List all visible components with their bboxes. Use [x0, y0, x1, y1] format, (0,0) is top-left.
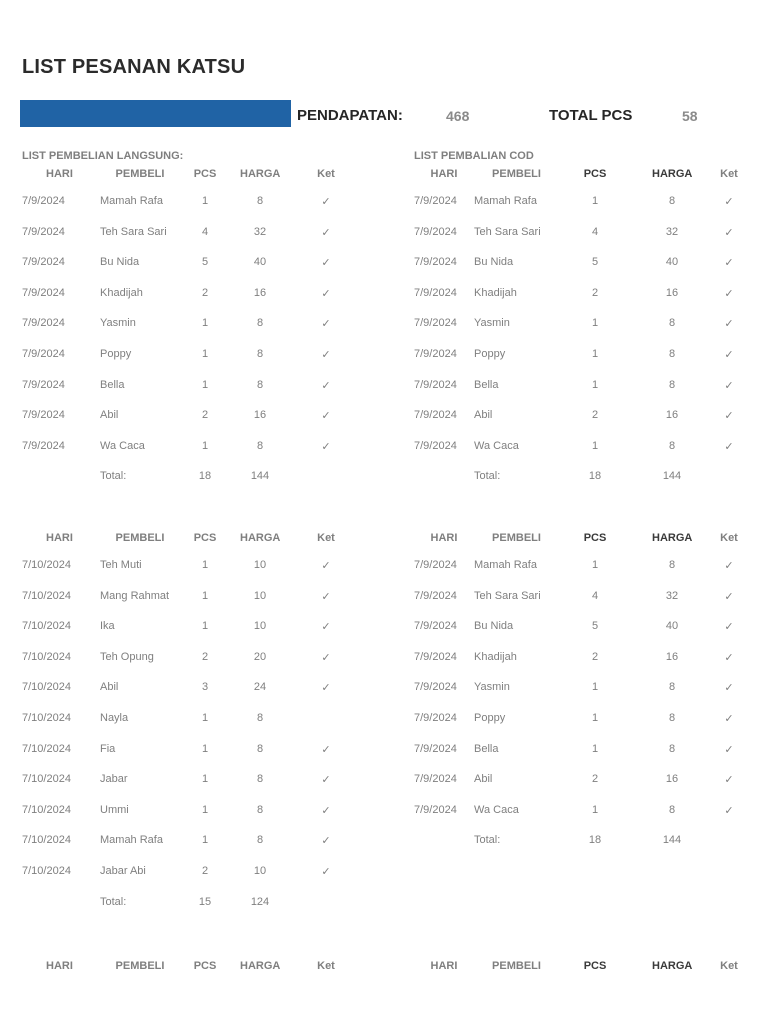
section-label-langsung: LIST PEMBELIAN LANGSUNG: [22, 150, 184, 162]
col-ket-header: Ket [317, 960, 335, 972]
cell-pembeli: Khadijah [474, 650, 517, 663]
page-title: LIST PESANAN KATSU [22, 56, 246, 78]
cell-pcs: 2 [591, 773, 599, 786]
cell-hari: 7/10/2024 [22, 650, 71, 663]
cell-harga: 8 [256, 834, 264, 847]
cell-ket: ✓ [724, 440, 734, 453]
col-pcs-header: PCS [193, 960, 217, 972]
cell-ket: ✓ [724, 590, 734, 603]
cell-pembeli: Teh Sara Sari [474, 589, 541, 602]
col-harga-header: HARGA [652, 960, 693, 972]
cell-hari: 7/9/2024 [414, 742, 457, 755]
cell-ket: ✓ [321, 682, 331, 695]
cell-pembeli: Nayla [100, 712, 129, 724]
cell-ket: ✓ [321, 590, 331, 603]
cell-pcs: 1 [591, 559, 599, 571]
cell-hari: 7/10/2024 [22, 742, 71, 755]
cell-pcs: 1 [591, 348, 599, 360]
total-pcs: 18 [588, 834, 602, 847]
col-pcs-header: PCS [193, 168, 217, 180]
cell-ket: ✓ [321, 379, 331, 392]
cell-pembeli: Teh Opung [100, 650, 154, 663]
cell-ket: ✓ [724, 804, 734, 817]
cell-hari: 7/9/2024 [22, 317, 65, 330]
cell-pcs: 5 [591, 256, 599, 269]
cell-pcs: 2 [591, 286, 599, 299]
cell-harga: 8 [668, 681, 676, 694]
cell-hari: 7/10/2024 [22, 834, 71, 847]
col-ket-header: Ket [317, 168, 335, 180]
cell-hari: 7/9/2024 [22, 286, 65, 299]
cell-pcs: 2 [201, 409, 209, 422]
cell-pembeli: Ummi [100, 803, 129, 816]
cell-harga: 8 [668, 712, 676, 724]
col-hari-header: HARI [46, 532, 73, 544]
cell-harga: 32 [665, 589, 679, 602]
cell-ket: ✓ [724, 196, 734, 208]
cell-harga: 40 [665, 620, 679, 633]
cell-pcs: 1 [201, 439, 209, 452]
cell-pcs: 5 [591, 620, 599, 633]
cell-pembeli: Yasmin [474, 681, 510, 694]
cell-pembeli: Bella [474, 378, 499, 391]
cell-hari: 7/9/2024 [414, 256, 457, 269]
cell-pembeli: Poppy [100, 348, 132, 360]
cell-harga: 16 [253, 409, 267, 422]
cell-harga: 10 [253, 620, 267, 633]
col-pcs-header: PCS [583, 960, 607, 972]
cell-hari: 7/9/2024 [414, 803, 457, 816]
cell-harga: 8 [256, 317, 264, 330]
cell-ket: ✓ [321, 410, 331, 423]
col-harga-header: HARGA [652, 532, 693, 544]
cell-hari: 7/9/2024 [414, 559, 457, 571]
section-label-cod: LIST PEMBALIAN COD [414, 150, 534, 162]
cell-ket: ✓ [321, 866, 331, 878]
cell-hari: 7/9/2024 [414, 712, 457, 724]
total-pcs-value: 58 [682, 108, 698, 124]
col-harga-header: HARGA [652, 168, 693, 180]
cell-hari: 7/9/2024 [22, 348, 65, 360]
cell-ket: ✓ [724, 743, 734, 756]
cell-hari: 7/9/2024 [22, 225, 65, 238]
cell-hari: 7/9/2024 [414, 348, 457, 360]
col-hari-header: HARI [430, 168, 458, 180]
cell-ket: ✓ [321, 651, 331, 664]
cell-pcs: 1 [201, 773, 209, 786]
col-ket-header: Ket [720, 168, 738, 180]
cell-pembeli: Bu Nida [474, 620, 514, 633]
cell-harga: 8 [668, 317, 676, 330]
cell-pembeli: Abil [474, 773, 493, 786]
cell-hari: 7/9/2024 [22, 195, 65, 207]
cell-ket: ✓ [724, 349, 734, 361]
col-pcs-header: PCS [583, 532, 607, 544]
cell-harga: 8 [668, 439, 676, 452]
cell-harga: 40 [253, 256, 267, 269]
cell-harga: 8 [256, 742, 264, 755]
cell-ket: ✓ [724, 379, 734, 392]
cell-pcs: 1 [591, 317, 599, 330]
col-ket-header: Ket [317, 532, 335, 544]
cell-harga: 24 [253, 681, 267, 694]
col-pembeli-header: PEMBELI [115, 532, 165, 544]
cell-hari: 7/10/2024 [22, 865, 71, 877]
total-pcs-label: TOTAL PCS [549, 107, 633, 124]
cell-pembeli: Poppy [474, 348, 506, 360]
cell-hari: 7/9/2024 [414, 195, 457, 207]
cell-hari: 7/9/2024 [22, 439, 65, 452]
cell-hari: 7/9/2024 [414, 286, 457, 299]
col-hari-header: HARI [430, 960, 458, 972]
col-hari-header: HARI [46, 960, 73, 972]
cell-harga: 32 [665, 225, 679, 238]
cell-ket: ✓ [724, 287, 734, 300]
cell-pembeli: Khadijah [100, 286, 143, 299]
cell-harga: 8 [256, 348, 264, 360]
cell-ket: ✓ [321, 257, 331, 270]
cell-ket: ✓ [321, 349, 331, 361]
header-color-bar [20, 100, 291, 127]
cell-ket: ✓ [321, 196, 331, 208]
col-ket-header: Ket [720, 960, 738, 972]
cell-harga: 8 [256, 712, 264, 724]
cell-hari: 7/10/2024 [22, 773, 71, 786]
total-harga: 144 [662, 834, 682, 847]
col-hari-header: HARI [430, 532, 458, 544]
cell-pcs: 1 [591, 742, 599, 755]
cell-harga: 8 [668, 195, 676, 207]
cell-hari: 7/9/2024 [22, 256, 65, 269]
cell-pcs: 1 [201, 378, 209, 391]
cell-pembeli: Yasmin [474, 317, 510, 330]
cell-pembeli: Teh Sara Sari [100, 225, 167, 238]
cell-hari: 7/10/2024 [22, 803, 71, 816]
cell-pembeli: Yasmin [100, 317, 136, 330]
cell-harga: 8 [668, 348, 676, 360]
cell-hari: 7/9/2024 [414, 650, 457, 663]
cell-pcs: 1 [201, 559, 209, 571]
cell-ket: ✓ [321, 287, 331, 300]
cell-harga: 10 [253, 865, 267, 877]
cell-ket: ✓ [321, 621, 331, 634]
cell-pcs: 3 [201, 681, 209, 694]
cell-pembeli: Bu Nida [100, 256, 140, 269]
cell-pcs: 1 [201, 803, 209, 816]
cell-pembeli: Bella [100, 378, 125, 391]
cell-pembeli: Mang Rahmat [100, 589, 170, 602]
col-pembeli-header: PEMBELI [492, 960, 541, 972]
cell-ket: ✓ [321, 318, 331, 331]
total-harga: 144 [250, 470, 270, 483]
cell-pcs: 2 [201, 286, 209, 299]
cell-harga: 10 [253, 589, 267, 602]
cell-harga: 16 [665, 650, 679, 663]
cell-hari: 7/10/2024 [22, 620, 71, 633]
cell-ket: ✓ [321, 440, 331, 453]
cell-pcs: 1 [591, 378, 599, 391]
pendapatan-label: PENDAPATAN: [297, 107, 403, 124]
col-pembeli-header: PEMBELI [115, 168, 165, 180]
cell-ket: ✓ [321, 226, 331, 239]
total-harga: 124 [250, 895, 270, 908]
cell-pembeli: Khadijah [474, 286, 517, 299]
cell-pembeli: Wa Caca [474, 803, 519, 816]
cell-ket: ✓ [321, 743, 331, 756]
cell-pembeli: Wa Caca [474, 439, 519, 452]
cell-pcs: 1 [591, 712, 599, 724]
total-label: Total: [474, 834, 501, 847]
cell-pcs: 2 [201, 865, 209, 877]
cell-ket: ✓ [724, 226, 734, 239]
cell-pembeli: Ika [100, 620, 115, 633]
cell-pcs: 1 [201, 348, 209, 360]
cell-harga: 32 [253, 225, 267, 238]
cell-ket: ✓ [724, 774, 734, 787]
cell-ket: ✓ [321, 835, 331, 848]
cell-pcs: 1 [201, 620, 209, 633]
total-pcs: 18 [588, 470, 602, 483]
cell-harga: 8 [668, 742, 676, 755]
cell-pembeli: Abil [100, 681, 119, 694]
col-ket-header: Ket [720, 532, 738, 544]
col-hari-header: HARI [46, 168, 73, 180]
cell-harga: 16 [253, 286, 267, 299]
cell-hari: 7/10/2024 [22, 559, 71, 571]
cell-pcs: 1 [591, 803, 599, 816]
total-label: Total: [474, 470, 501, 483]
cell-pcs: 1 [591, 439, 599, 452]
total-pcs: 18 [198, 470, 212, 483]
cell-pembeli: Mamah Rafa [100, 834, 163, 847]
cell-hari: 7/9/2024 [22, 409, 65, 422]
cell-pembeli: Teh Muti [100, 559, 142, 571]
cell-harga: 8 [256, 803, 264, 816]
cell-ket: ✓ [724, 410, 734, 423]
cell-ket: ✓ [724, 682, 734, 695]
cell-pembeli: Poppy [474, 712, 506, 724]
cell-harga: 8 [256, 439, 264, 452]
col-pcs-header: PCS [583, 168, 607, 180]
cell-pembeli: Jabar Abi [100, 865, 146, 877]
cell-pcs: 4 [201, 225, 209, 238]
cell-hari: 7/10/2024 [22, 712, 71, 724]
cell-harga: 8 [256, 195, 264, 207]
col-pembeli-header: PEMBELI [492, 168, 541, 180]
cell-pembeli: Mamah Rafa [474, 195, 537, 207]
cell-harga: 16 [665, 773, 679, 786]
cell-hari: 7/9/2024 [414, 225, 457, 238]
cell-hari: 7/9/2024 [414, 378, 457, 391]
cell-pcs: 1 [201, 834, 209, 847]
cell-pcs: 2 [591, 409, 599, 422]
cell-pembeli: Bu Nida [474, 256, 514, 269]
cell-ket: ✓ [724, 713, 734, 725]
cell-hari: 7/9/2024 [414, 317, 457, 330]
cell-pembeli: Bella [474, 742, 499, 755]
total-harga: 144 [662, 470, 682, 483]
cell-pembeli: Wa Caca [100, 439, 145, 452]
total-label: Total: [100, 470, 127, 483]
cell-hari: 7/9/2024 [414, 773, 457, 786]
cell-pcs: 1 [201, 317, 209, 330]
cell-hari: 7/9/2024 [414, 681, 457, 694]
cell-pembeli: Jabar [100, 773, 128, 786]
cell-ket: ✓ [321, 774, 331, 787]
cell-hari: 7/9/2024 [22, 378, 65, 391]
cell-hari: 7/9/2024 [414, 439, 457, 452]
cell-pembeli: Abil [100, 409, 119, 422]
cell-harga: 16 [665, 286, 679, 299]
cell-pcs: 5 [201, 256, 209, 269]
total-label: Total: [100, 895, 127, 908]
cell-pcs: 1 [591, 195, 599, 207]
cell-pembeli: Fia [100, 742, 116, 755]
col-pembeli-header: PEMBELI [492, 532, 541, 544]
col-harga-header: HARGA [240, 168, 281, 180]
cell-harga: 10 [253, 559, 267, 571]
cell-ket: ✓ [724, 257, 734, 270]
cell-ket: ✓ [321, 804, 331, 817]
total-pcs: 15 [198, 895, 212, 908]
cell-harga: 16 [665, 409, 679, 422]
cell-pcs: 1 [201, 589, 209, 602]
cell-harga: 40 [665, 256, 679, 269]
cell-pcs: 1 [591, 681, 599, 694]
col-pembeli-header: PEMBELI [115, 960, 165, 972]
cell-harga: 8 [256, 773, 264, 786]
cell-hari: 7/9/2024 [414, 620, 457, 633]
cell-pcs: 1 [201, 712, 209, 724]
cell-ket: ✓ [321, 560, 331, 572]
cell-pembeli: Mamah Rafa [100, 195, 163, 207]
cell-hari: 7/9/2024 [414, 589, 457, 602]
col-harga-header: HARGA [240, 960, 281, 972]
cell-harga: 8 [256, 378, 264, 391]
cell-pcs: 1 [201, 742, 209, 755]
cell-ket: ✓ [724, 651, 734, 664]
cell-pcs: 4 [591, 225, 599, 238]
pendapatan-value: 468 [446, 108, 470, 124]
cell-pembeli: Abil [474, 409, 493, 422]
cell-harga: 8 [668, 803, 676, 816]
cell-pcs: 1 [201, 195, 209, 207]
cell-harga: 8 [668, 378, 676, 391]
cell-pcs: 2 [591, 650, 599, 663]
cell-ket: ✓ [724, 621, 734, 634]
cell-pcs: 4 [591, 589, 599, 602]
cell-harga: 20 [253, 650, 267, 663]
cell-hari: 7/9/2024 [414, 409, 457, 422]
cell-ket: ✓ [724, 318, 734, 331]
cell-hari: 7/10/2024 [22, 681, 71, 694]
col-harga-header: HARGA [240, 532, 281, 544]
cell-pcs: 2 [201, 650, 209, 663]
cell-pembeli: Mamah Rafa [474, 559, 537, 571]
cell-ket: ✓ [724, 560, 734, 572]
cell-harga: 8 [668, 559, 676, 571]
cell-pembeli: Teh Sara Sari [474, 225, 541, 238]
col-pcs-header: PCS [193, 532, 217, 544]
cell-hari: 7/10/2024 [22, 589, 71, 602]
